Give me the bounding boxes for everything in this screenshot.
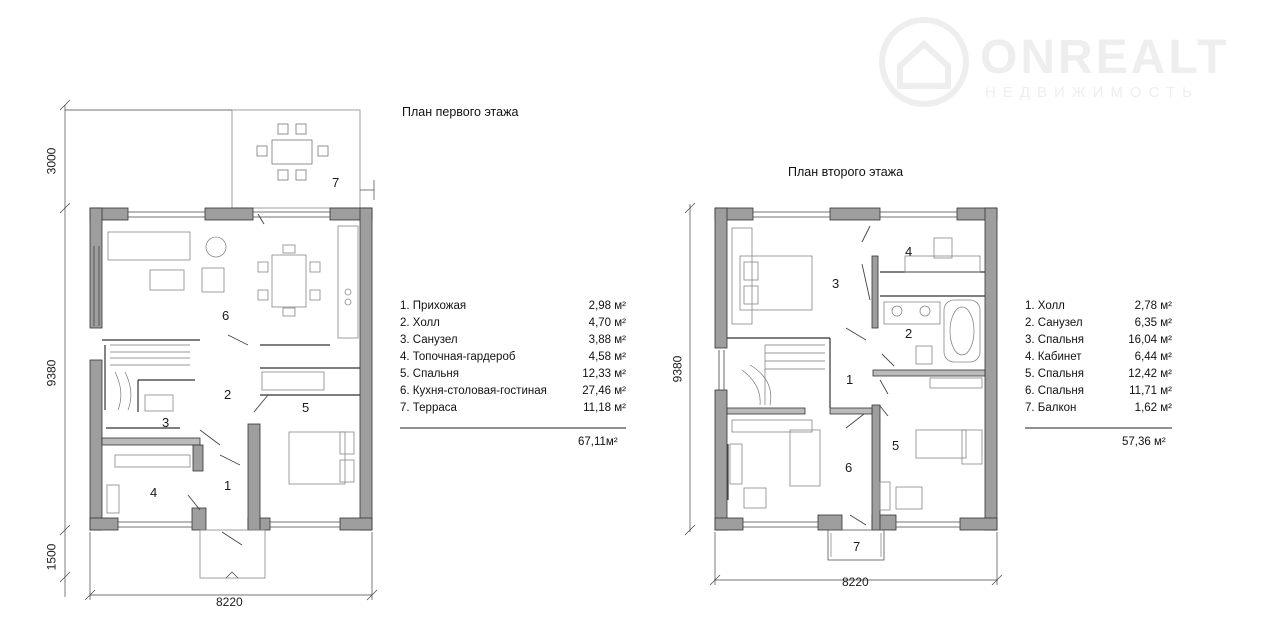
floor2-dim-width: 8220 [842, 575, 869, 589]
floor1-room-num-4: 4 [150, 485, 158, 500]
floor2-room-num-2: 2 [905, 326, 913, 341]
floor1-plan [60, 100, 377, 600]
legend-row [400, 349, 626, 366]
floor2-total: 57,36 м² [1122, 436, 1166, 448]
floor1-room-num-3: 3 [162, 415, 170, 430]
room-area: 27,46 м² [582, 385, 626, 397]
room-area: 2,78 м² [1134, 300, 1172, 312]
legend-row [400, 315, 626, 332]
floor1-room-num-2: 2 [224, 387, 232, 402]
watermark-tagline: НЕДВИЖИМОСТЬ [985, 84, 1199, 101]
floor2-room-num-6: 6 [845, 460, 853, 475]
room-label: 1. Холл [1025, 300, 1065, 312]
floor1-title: План первого этажа [402, 105, 519, 119]
legend-row [1025, 332, 1172, 349]
room-area: 4,70 м² [588, 317, 626, 329]
room-label: 6. Кухня-столовая-гостиная [400, 385, 547, 397]
terrace-table [257, 124, 328, 180]
legend-row [400, 332, 626, 349]
room-area: 1,62 м² [1134, 402, 1172, 414]
legend-row [1025, 366, 1172, 383]
room-area: 11,71 м² [1129, 385, 1172, 397]
room-area: 6,44 м² [1134, 351, 1172, 363]
floor2-stairs [742, 345, 825, 405]
room-label: 5. Спальня [1025, 368, 1084, 380]
floor1-room-num-7: 7 [332, 175, 340, 190]
floor2-plan [685, 203, 1002, 585]
room-label: 4. Кабинет [1025, 351, 1082, 363]
room-area: 3,88 м² [588, 334, 626, 346]
room-label: 4. Топочная-гардероб [400, 351, 516, 363]
room-area: 12,33 м² [582, 368, 626, 380]
floor2-title: План второго этажа [788, 165, 904, 179]
room-label: 3. Санузел [400, 334, 458, 346]
floor2-room-num-5: 5 [892, 438, 900, 453]
legend-row [400, 383, 626, 400]
floor2-room-num-3: 3 [832, 276, 840, 291]
legend-row [1025, 315, 1172, 332]
room-label: 1. Прихожая [400, 300, 467, 312]
room-label: 2. Холл [400, 317, 440, 329]
legend-row [1025, 400, 1172, 417]
room-label: 6. Спальня [1025, 385, 1084, 397]
room-area: 11,18 м² [583, 402, 626, 414]
room-label: 7. Терраса [400, 402, 457, 414]
floor1-interior [102, 340, 360, 428]
legend-row [400, 366, 626, 383]
floor1-dim-height: 9380 [44, 359, 59, 387]
floor2-interior [727, 272, 985, 500]
floor1-room-num-5: 5 [302, 400, 310, 415]
floor1-furniture [107, 226, 358, 513]
floor1-room-num-1: 1 [224, 478, 232, 493]
floor1-stairs [110, 345, 190, 410]
legend-row [400, 298, 626, 315]
floor2-legend [1025, 298, 1172, 418]
room-label: 5. Спальня [400, 368, 459, 380]
floor2-room-num-7: 7 [853, 539, 861, 554]
floor2-dim-height: 9380 [670, 355, 685, 383]
room-area: 2,98 м² [588, 300, 626, 312]
floor1-windows [94, 212, 340, 527]
floor1-legend [400, 298, 626, 418]
floor1-dim-porch: 1500 [44, 543, 59, 571]
porch [200, 530, 265, 578]
legend-row [400, 400, 626, 417]
floor2-windows [719, 212, 960, 527]
floor2-room-num-1: 1 [846, 372, 854, 387]
legend-row [1025, 298, 1172, 315]
floor1-room-num-6: 6 [222, 308, 230, 323]
room-label: 3. Спальня [1025, 334, 1084, 346]
floor1-total: 67,11м² [578, 436, 618, 448]
watermark-brand: ONREALT [980, 31, 1230, 84]
legend-row [1025, 383, 1172, 400]
floor1-dim-width: 8220 [216, 595, 243, 609]
room-area: 16,04 м² [1128, 334, 1172, 346]
room-label: 7. Балкон [1025, 402, 1077, 414]
room-label: 2. Санузел [1025, 317, 1083, 329]
floor2-room-num-4: 4 [905, 244, 913, 259]
room-area: 4,58 м² [588, 351, 626, 363]
room-area: 6,35 м² [1134, 317, 1172, 329]
legend-row [1025, 349, 1172, 366]
room-area: 12,42 м² [1128, 368, 1172, 380]
floor1-dim-terrace: 3000 [44, 147, 59, 175]
